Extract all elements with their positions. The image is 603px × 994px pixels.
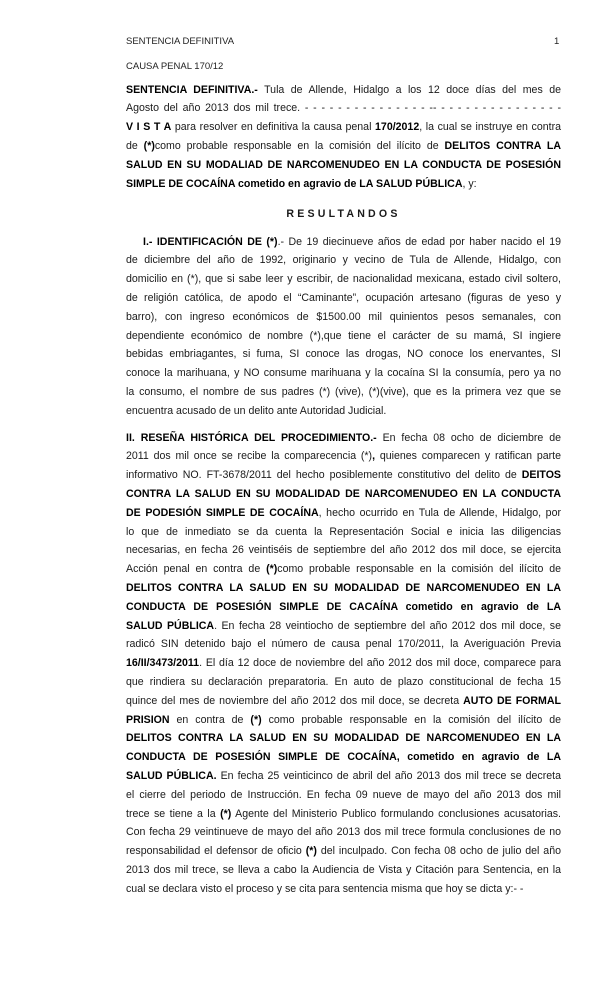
text-line [126, 251, 561, 270]
paragraph-identificacion [126, 233, 561, 421]
bold-text: 170/2012 [375, 121, 420, 134]
text-line [126, 156, 561, 175]
text-line [126, 880, 561, 899]
bold-text: DEITOS [521, 469, 561, 482]
body-text: , hecho ocurrido en Tula de Allende, Hidalgo, por [318, 506, 561, 519]
text-line [126, 673, 561, 692]
body-text: como probable responsable en la comisión del ilícito de [261, 713, 561, 726]
body-text: radicó SIN detenido bajo el número de causa penal 170/2011, la Averiguación Previa [126, 638, 561, 651]
text-line [126, 786, 561, 805]
body-text: necesarias, en fecha 26 veintiséis de septiembre del año 2012 dos mil doce, se ejercita [126, 544, 561, 557]
bold-text: I.- IDENTIFICACIÓN DE (*) [143, 235, 278, 248]
text-line [126, 842, 561, 861]
running-header-case: CAUSA PENAL 170/12 [126, 61, 224, 72]
text-line [126, 523, 561, 542]
paragraph-preamble [126, 81, 561, 194]
text-line [126, 504, 561, 523]
body-text: informativo NO. FT-3678/2011 del hecho posiblemente constitutivo del delito de [126, 469, 522, 482]
body-text: En fecha 08 ocho de diciembre de [376, 431, 561, 444]
paragraph-resena-historica [126, 429, 561, 899]
body-text: Agosto del año 2013 dos mil trece. - - - - - - - - - - - - - - - -- - - - - - - - - - - - - - - - [126, 102, 561, 115]
body-text: .- De 19 diecinueve años de edad por haber nacido el 19 [277, 235, 561, 248]
bold-text: , [372, 450, 376, 463]
section-heading-resultandos: RESULTANDOS [286, 207, 401, 220]
body-text: el cierre del periodo de Instrucción. En fecha 09 nueve de mayo del año 2013 dos mil [126, 788, 561, 801]
bold-text: CONDUCTA DE POSESIÓN SIMPLE DE CACAÍNA cometido en agravio de LA [126, 600, 561, 613]
body-text: bebidas embriagantes, si fuma, SI conoce las drogas, NO conoce los enervantes, SI [126, 348, 561, 361]
bold-text: SENTENCIA DEFINITIVA.- [126, 83, 258, 96]
body-text: 2013 dos mil trece, se lleva a cabo la Audiencia de Vista y Citación para Sentencia, en la [126, 863, 561, 876]
text-line [126, 383, 561, 402]
body-text: que rindiera su declaración preparatoria. En auto de plazo constitucional de fecha 15 [126, 675, 561, 688]
body-text: del inculpado. Con fecha 08 ocho de julio del año [316, 845, 561, 858]
bold-text: (*) [143, 139, 155, 152]
text-line [126, 635, 561, 654]
body-text: como probable responsable en la comisión del ilícito de [277, 563, 561, 576]
text-line [126, 81, 561, 100]
text-line [126, 118, 561, 137]
text-line [126, 137, 561, 156]
text-line [126, 327, 561, 346]
text-line [126, 579, 561, 598]
text-line [126, 308, 561, 327]
text-line [126, 289, 561, 308]
bold-text: DE PODESIÓN SIMPLE DE COCAÍNA [126, 506, 319, 519]
body-text: trece se tiene a la [126, 807, 221, 820]
body-text: barro), con ingreso económicos de $1500.00 mil quinientos pesos semanales, con [126, 310, 561, 323]
bold-text: DELITOS CONTRA LA SALUD EN SU MODALIDAD DE NARCOMENUDEO EN LA [126, 581, 561, 594]
body-text: como probable responsable en la comisión del ilícito de [154, 139, 445, 152]
text-line [126, 617, 561, 636]
body-text: de religión católica, de apodo el “Caminante”, ocupación artesano (figuras de yeso y [126, 291, 561, 304]
body-text: en contra de [169, 713, 251, 726]
text-line [126, 429, 561, 448]
body-text: encuentra acusado de un delito ante Autoridad Judicial. [126, 404, 387, 417]
text-line [126, 692, 561, 711]
text-line [126, 805, 561, 824]
text-line [126, 447, 561, 466]
body-text: la consumo, el nombre de sus padres (*) (vive), (*)(vive), que es la primera vez que se [126, 385, 561, 398]
text-line [126, 729, 561, 748]
body-text: lo que de inmediato se da cuenta la Representación Social e inicia las diligencias [126, 525, 561, 538]
bold-text: (*) [220, 807, 232, 820]
body-text: Acción penal en contra de [126, 563, 267, 576]
body-text: domicilio en (*), que si sabe leer y escribir, de nacionalidad mexicana, estado civil soltero, [126, 273, 561, 286]
body-text: de [126, 139, 144, 152]
bold-text: CONTRA LA SALUD EN SU MODALIDAD DE NARCOMENUDEO EN LA CONDUCTA [126, 487, 561, 500]
body-text: . En fecha 28 veintiocho de septiembre del año 2012 dos mil doce, se [214, 619, 561, 632]
text-line [126, 402, 561, 421]
body-text: responsabilidad el defensor de oficio [126, 845, 306, 858]
body-text: dependiente económico de nombre (*),que tiene el carácter de su mamá, SI ingiere [126, 329, 561, 342]
bold-text: V I S T A [126, 121, 172, 134]
text-line [126, 233, 561, 252]
text-line [126, 466, 561, 485]
text-line [126, 485, 561, 504]
bold-text: (*) [305, 845, 317, 858]
bold-text: DELITOS CONTRA LA SALUD EN SU MODALIDAD DE NARCOMENUDEO EN LA [126, 732, 561, 745]
text-line [126, 270, 561, 289]
text-line [126, 598, 561, 617]
body-text: Con fecha 29 veintinueve de mayo del año 2013 dos mil trece formula conclusiones de no [126, 826, 561, 839]
body-text: quienes comparecen y ratifican parte [375, 450, 561, 463]
bold-text: SIMPLE DE COCAÍNA cometido en agravio de LA SALUD PÚBLICA [126, 177, 463, 190]
bold-text: CONDUCTA DE POSESIÓN SIMPLE DE COCAÍNA, cometido en agravio de LA [126, 751, 561, 764]
bold-text: AUTO DE FORMAL [463, 694, 561, 707]
bold-text: SALUD EN SU MODALIAD DE NARCOMENUDEO EN LA CONDUCTA DE POSESIÓN [126, 158, 561, 171]
text-line [126, 560, 561, 579]
bold-text: 16/II/3473/2011 [126, 657, 200, 670]
body-text: . El día 12 doce de noviembre del año 2012 dos mil doce, comparece para [199, 657, 561, 670]
text-line [126, 345, 561, 364]
resultandos-section [126, 205, 561, 224]
text-line [126, 823, 561, 842]
running-header-title: SENTENCIA DEFINITIVA [126, 36, 235, 47]
body-text: 2011 dos mil once se recibe la comparecencia (*) [126, 450, 373, 463]
bold-text: DELITOS CONTRA LA [444, 139, 561, 152]
text-line [126, 541, 561, 560]
page-number: 1 [554, 36, 560, 47]
bold-text: (*) [250, 713, 262, 726]
body-text: de diciembre del año de 1992, originario y vecino de Tula de Allende, Hidalgo, con [126, 254, 561, 267]
body-text: , y: [462, 177, 477, 190]
text-line [126, 711, 561, 730]
text-line [126, 748, 561, 767]
body-text: cual se declara visto el proceso y se cita para sentencia misma que hoy se dicta y:- - [126, 882, 524, 895]
text-line [126, 364, 561, 383]
body-text: Tula de Allende, Hidalgo a los 12 doce días del mes de [257, 83, 561, 96]
bold-text: SALUD PÚBLICA. [126, 769, 217, 782]
text-line [126, 99, 561, 118]
bold-text: (*) [266, 563, 278, 576]
body-text: En fecha 25 veinticinco de abril del año 2013 dos mil trece se decreta [216, 769, 561, 782]
body-text: quince del mes de noviembre del año 2012 dos mil doce, se decreta [126, 694, 464, 707]
body-text: para resolver en definitiva la causa penal [171, 121, 376, 134]
bold-text: II. RESEÑA HISTÓRICA DEL PROCEDIMIENTO.- [126, 431, 377, 444]
bold-text: SALUD PÚBLICA [126, 619, 215, 632]
text-line [126, 175, 561, 194]
body-text: Agente del Ministerio Publico formulando conclusiones acusatorias. [231, 807, 561, 820]
text-line [126, 767, 561, 786]
text-line [126, 861, 561, 880]
body-text: , la cual se instruye en contra [419, 121, 561, 134]
body-text: conoce la marihuana, y NO consume marihuana y la cocaína SI la consumía, pero ya no [126, 367, 561, 380]
text-line [126, 654, 561, 673]
bold-text: PRISION [126, 713, 170, 726]
